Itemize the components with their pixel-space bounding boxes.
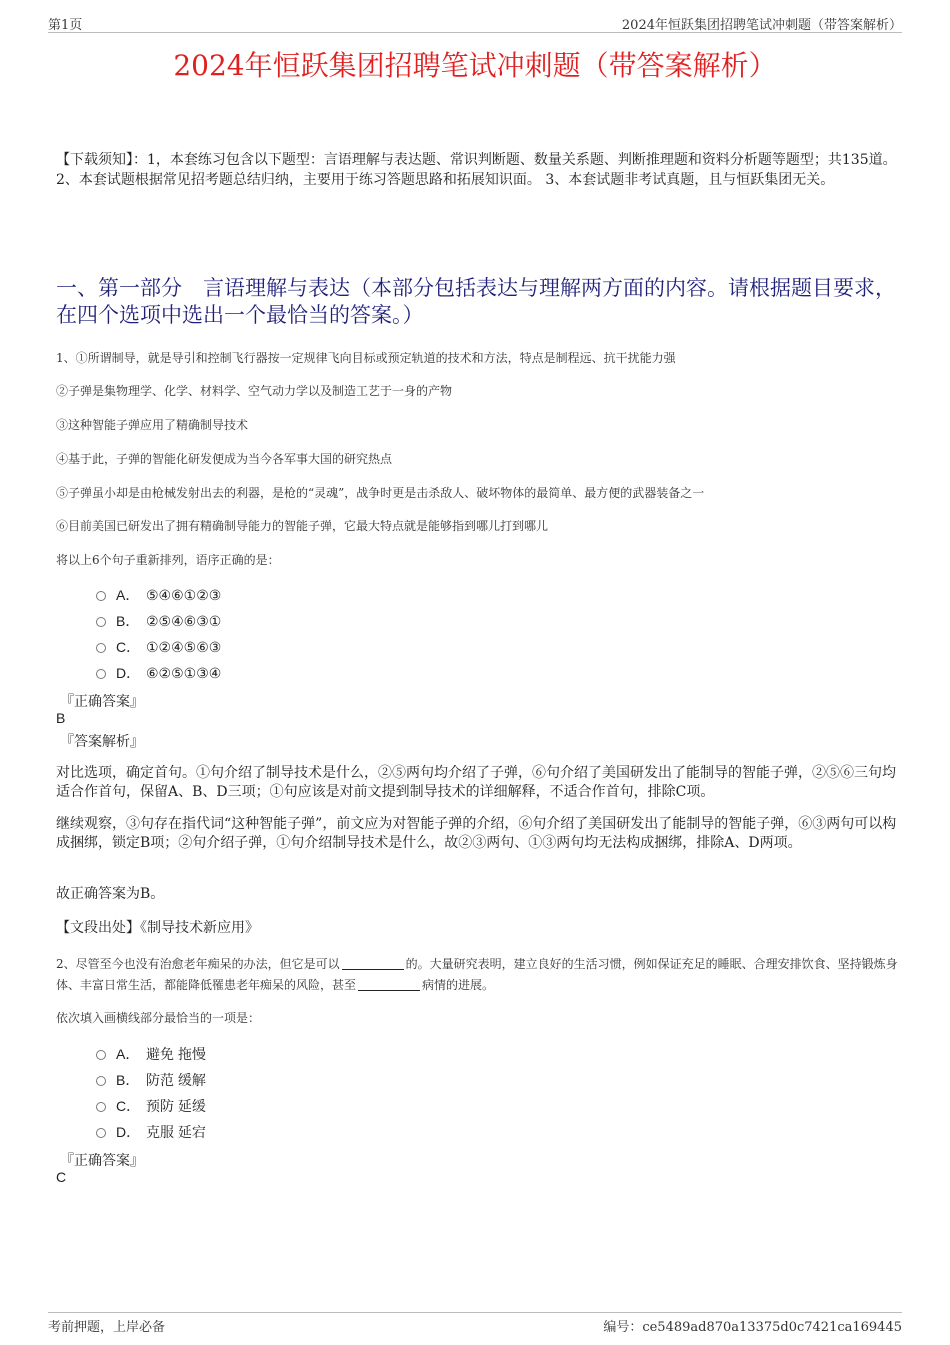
q1-sentence: ⑥目前美国已研发出了拥有精确制导能力的智能子弹，它最大特点就是能够指到哪儿打到哪儿 (56, 519, 549, 533)
page-header (48, 10, 902, 33)
radio-icon[interactable] (96, 1050, 106, 1060)
q1-analysis-paragraph: 故正确答案为B。 (56, 886, 165, 902)
q1-analysis-paragraph: 对比选项，确定首句。①句介绍了制导技术是什么，②⑤两句均介绍了子弹，⑥句介绍了美国研发出了能制导的智能子弹，②⑤⑥三句均适合作首句，保留A、B、D三项；①句应该是对前文提到制导技术的详细解释，不适合作首句，排除C项。 (56, 765, 896, 800)
radio-icon[interactable] (96, 1076, 106, 1086)
page-number: 第1页 (48, 18, 83, 33)
q1-analysis-paragraph: 继续观察，③句存在指代词“这种智能子弹”，前文应为对智能子弹的介绍，⑥句介绍了美国研发出了能制导的智能子弹，⑥③两句可以构成捆绑，锁定B项；②句介绍子弹，①句介绍制导技术是什么，故②③两句、①③两句均无法构成捆绑，排除A、D两项。 (56, 816, 897, 851)
q1-prompt: 将以上6个句子重新排列，语序正确的是： (56, 553, 280, 567)
q2-prompt: 依次填入画横线部分最恰当的一项是： (56, 1011, 261, 1025)
q2-answer-label: 『正确答案』 (60, 1153, 144, 1169)
radio-icon[interactable] (96, 617, 106, 627)
footer-doc-id: 编号：ce5489ad870a13375d0c7421ca169445 (603, 1320, 902, 1335)
q1-option-d[interactable]: D． ⑥②⑤①③④ (96, 663, 221, 683)
q1-answer-label: 『正确答案』 (60, 694, 144, 710)
radio-icon[interactable] (96, 669, 106, 679)
page-footer (48, 1312, 902, 1335)
q1-source: 【文段出处】《制导技术新应用》 (56, 920, 259, 936)
q2-option-c[interactable]: C． 预防 延缓 (96, 1096, 206, 1116)
radio-icon[interactable] (96, 1128, 106, 1138)
q2-blank (358, 978, 420, 991)
q1-sentence: 1、①所谓制导，就是导引和控制飞行器按一定规律飞向目标或预定轨道的技术和方法，特点是制程远、抗干扰能力强 (56, 351, 676, 365)
radio-icon[interactable] (96, 1102, 106, 1112)
radio-icon[interactable] (96, 591, 106, 601)
q2-option-b[interactable]: B． 防范 缓解 (96, 1070, 206, 1090)
q1-option-c[interactable]: C． ①②④⑤⑥③ (96, 637, 221, 657)
download-notice: 【下载须知】：1，本套练习包含以下题型：言语理解与表达题、常识判断题、数量关系题、判断推理题和资料分析题等题型；共135道。 2、本套试题根据常见招考题总结归纳，主要用于练习答题思路和拓展知识面。 3、本套试题非考试真题，且与恒跃集团无关。 (56, 152, 897, 188)
q2-option-d[interactable]: D． 克服 延宕 (96, 1122, 206, 1142)
q1-sentence: ④基于此，子弹的智能化研发便成为当今各军事大国的研究热点 (56, 452, 393, 466)
q1-analysis-label: 『答案解析』 (60, 734, 144, 750)
q1-sentence: ③这种智能子弹应用了精确制导技术 (56, 418, 249, 432)
page-title: 2024年恒跃集团招聘笔试冲刺题（带答案解析） (173, 49, 777, 82)
q2-answer: C (56, 1169, 67, 1185)
radio-icon[interactable] (96, 643, 106, 653)
q1-option-b[interactable]: B． ②⑤④⑥③① (96, 611, 221, 631)
section-heading: 一、第一部分 言语理解与表达（本部分包括表达与理解两方面的内容。请根据题目要求，在四个选项中选出一个最恰当的答案。） (56, 276, 896, 327)
q1-option-a[interactable]: A． ⑤④⑥①②③ (96, 585, 221, 605)
q1-sentence: ⑤子弹虽小却是由枪械发射出去的利器，是枪的“灵魂”，战争时更是击杀敌人、破坏物体的最简单、最方便的武器装备之一 (56, 486, 705, 500)
q2-option-a[interactable]: A． 避免 拖慢 (96, 1044, 206, 1064)
footer-slogan: 考前押题，上岸必备 (48, 1320, 166, 1335)
q2-stem: 2、尽管至今也没有治愈老年痴呆的办法，但它是可以 的。大量研究表明，建立良好的生活习惯，例如保证充足的睡眠、合理安排饮食、坚持锻炼身体、丰富日常生活，都能降低罹患老年痴呆的风险，甚至 病情的进展。 (56, 957, 898, 992)
q2-blank (342, 957, 404, 970)
q1-answer: B (56, 710, 66, 726)
q1-sentence: ②子弹是集物理学、化学、材料学、空气动力学以及制造工艺于一身的产物 (56, 384, 453, 398)
header-doc-title: 2024年恒跃集团招聘笔试冲刺题（带答案解析） (621, 18, 902, 33)
